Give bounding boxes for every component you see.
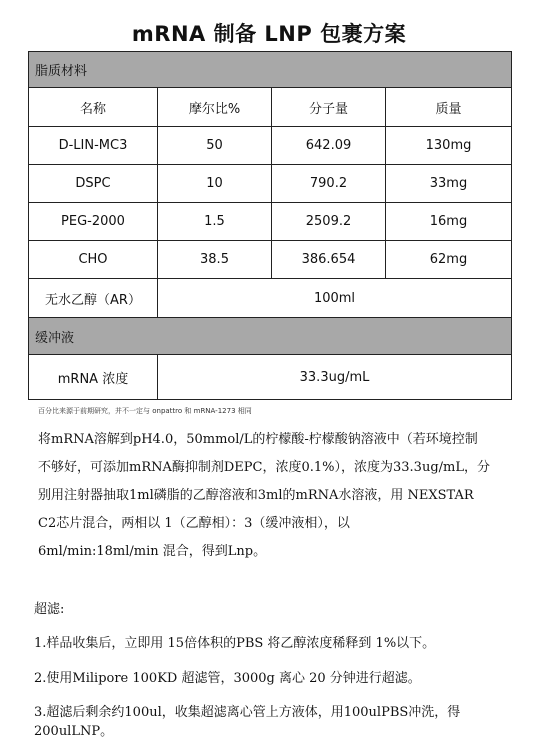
ultrafiltration-heading: 超滤: [34, 602, 65, 617]
lipid-name: D-LIN-MC3 [29, 127, 158, 165]
table-row [29, 241, 512, 279]
column-header-molar-ratio: 摩尔比% [158, 88, 272, 127]
step-3-line: 3.超滤后剩余约100ul，收集超滤离心管上方液体，用100ulPBS冲洗，得 [34, 705, 461, 720]
procedure-paragraph [38, 426, 508, 566]
lipid-name: DSPC [29, 165, 158, 203]
lipid-section-header: 脂质材料 [29, 52, 512, 88]
lipid-mass: 16mg [386, 203, 512, 241]
lipid-mass: 33mg [386, 165, 512, 203]
page-title: mRNA 制备 LNP 包裹方案 [131, 22, 407, 46]
buffer-section-header: 缓冲液 [29, 318, 512, 355]
table-header-row [29, 88, 512, 127]
ethanol-label: 无水乙醇（AR） [29, 279, 158, 318]
lipid-section-row [29, 52, 512, 88]
column-header-mass: 质量 [386, 88, 512, 127]
buffer-section-row [29, 318, 512, 355]
lipid-molar-ratio: 38.5 [158, 241, 272, 279]
ethanol-value: 100ml [158, 279, 512, 318]
footnote: 百分比来源于前期研究，并不一定与 onpattro 和 mRNA-1273 相同 [38, 407, 252, 415]
lipid-mass: 130mg [386, 127, 512, 165]
paragraph-line: 别用注射器抽取1ml磷脂的乙醇溶液和3ml的mRNA水溶液，用 NEXSTAR [38, 488, 474, 503]
lipid-molecular-weight: 386.654 [272, 241, 386, 279]
step-3-line: 200ulLNP。 [34, 724, 114, 739]
step-2: 2.使用Milipore 100KD 超滤管，3000g 离心 20 分钟进行超滤。 [34, 671, 421, 686]
paragraph-line: C2芯片混合，两相以 1（乙醇相）：3（缓冲液相），以 [38, 516, 350, 531]
paragraph-line: 6ml/min:18ml/min 混合，得到Lnp。 [38, 544, 267, 559]
lipid-molar-ratio: 10 [158, 165, 272, 203]
lipid-molecular-weight: 642.09 [272, 127, 386, 165]
formulation-table [28, 51, 512, 400]
lipid-molar-ratio: 1.5 [158, 203, 272, 241]
column-header-name: 名称 [29, 88, 158, 127]
column-header-molecular-weight: 分子量 [272, 88, 386, 127]
lipid-name: CHO [29, 241, 158, 279]
lipid-molar-ratio: 50 [158, 127, 272, 165]
table-row [29, 203, 512, 241]
lipid-molecular-weight: 790.2 [272, 165, 386, 203]
lipid-name: PEG-2000 [29, 203, 158, 241]
mrna-label: mRNA 浓度 [29, 355, 158, 400]
lipid-molecular-weight: 2509.2 [272, 203, 386, 241]
step-3 [34, 701, 460, 739]
lipid-mass: 62mg [386, 241, 512, 279]
step-1: 1.样品收集后，立即用 15倍体积的PBS 将乙醇浓度稀释到 1%以下。 [34, 636, 436, 651]
paragraph-line: 不够好，可添加mRNA酶抑制剂DEPC，浓度0.1%），浓度为33.3ug/mL，分 [38, 460, 490, 475]
table-row [29, 165, 512, 203]
paragraph-line: 将mRNA溶解到pH4.0，50mmol/L的柠檬酸-柠檬酸钠溶液中（若环境控制 [38, 432, 478, 447]
ethanol-row [29, 279, 512, 318]
mrna-row [29, 355, 512, 400]
table-row [29, 127, 512, 165]
mrna-value: 33.3ug/mL [158, 355, 512, 400]
